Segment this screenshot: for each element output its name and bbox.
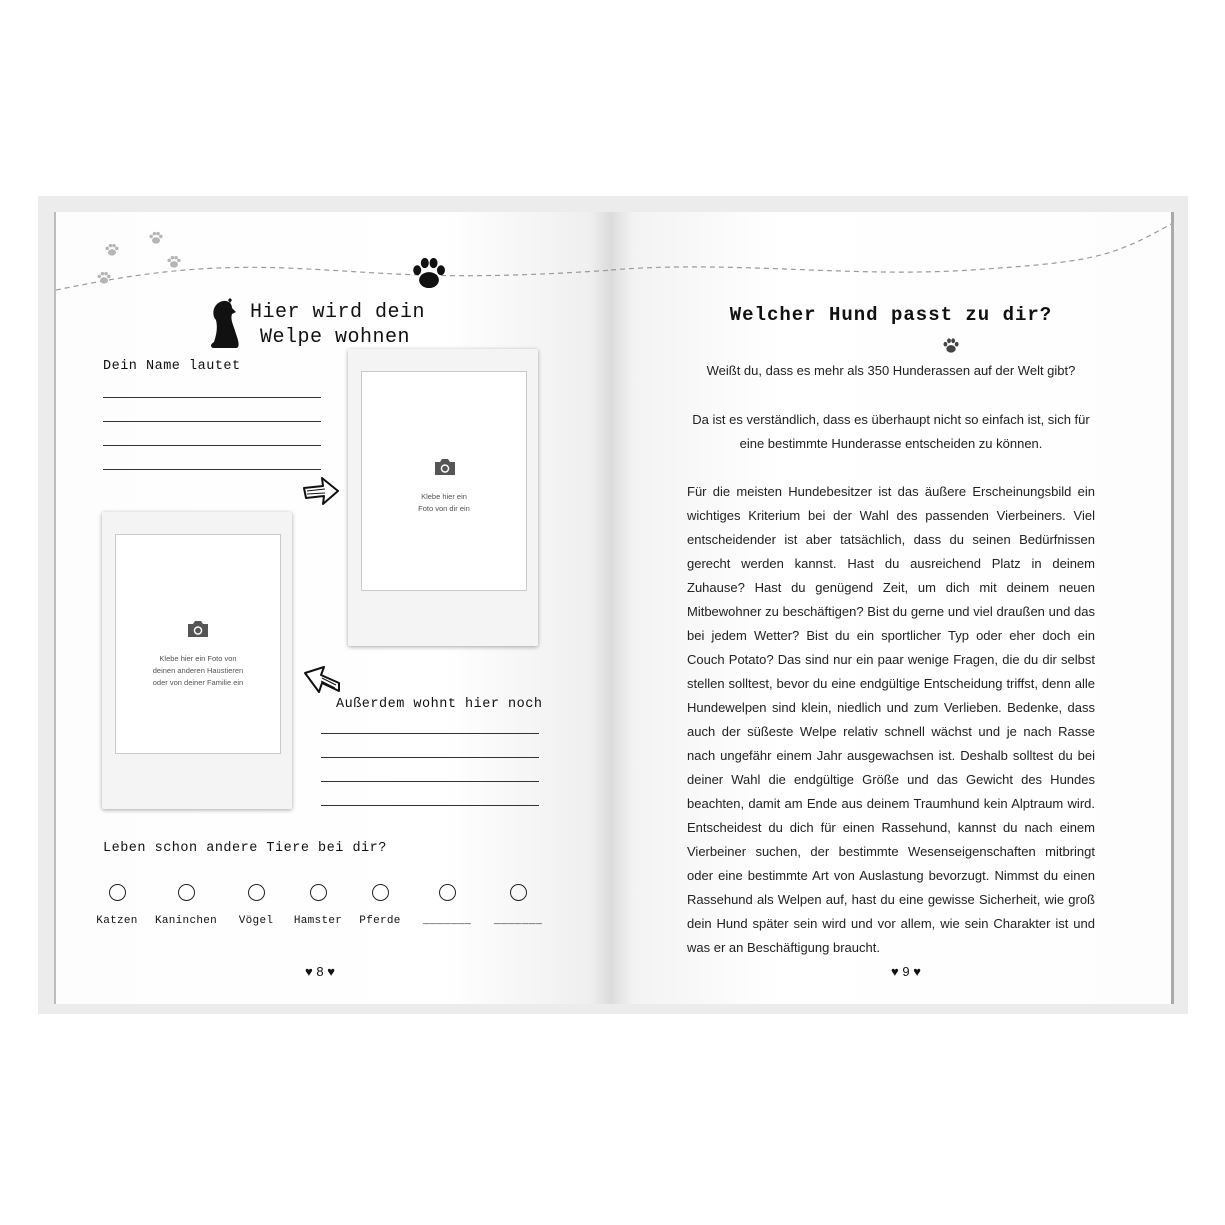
name-line[interactable]: [103, 421, 321, 422]
pet-option-label: Vögel: [238, 915, 274, 927]
right-page-title: Welcher Hund passt zu dir?: [729, 304, 1053, 326]
dog-silhouette-icon: [206, 298, 246, 350]
photo-pets-caption-line: deinen anderen Haustieren: [152, 666, 244, 675]
also-lives-label: Außerdem wohnt hier noch: [336, 697, 543, 712]
paragraph-2: Da ist es verständlich, dass es überhaupt nicht so einfach ist, sich für eine bestimmte Hunderasse entscheiden zu können.: [692, 412, 1090, 451]
pet-checkbox-other-2[interactable]: [510, 884, 527, 901]
photo-frame-pets[interactable]: [102, 512, 292, 809]
photo-pets-caption-line: Klebe hier ein Foto von: [159, 654, 237, 663]
paw-icon: [148, 230, 164, 246]
page-number-right: ♥ 9 ♥: [891, 964, 921, 979]
sketch-arrow-icon: [301, 474, 341, 508]
name-line[interactable]: [103, 445, 321, 446]
pet-checkbox-other-1[interactable]: [439, 884, 456, 901]
name-label: Dein Name lautet: [103, 359, 241, 374]
paragraph-3: Für die meisten Hundebesitzer ist das äußere Erscheinungsbild ein wichtiges Kriterium bei der Wahl des passenden Vierbeiners. Viel entscheidender ist aber tatsächlich, dass du seinen Bedürfnissen gerecht werden kannst. Hast du ausreichend Platz in deinem Zuhause? Hast du genügend Zeit, um dich mit deinem neuen Mitbewohner zu beschäftigen? Bist du gerne und viel draußen und das bei jedem Wetter? Bist du ein sportlicher Typ oder eher doch ein Couch Potato? Das sind nur ein paar wenige Fragen, die du dir selbst stellen solltest, bevor du eine endgültige Entscheidung triffst, denn alle Hundewelpen sind klein, niedlich und zum Verlieben. Bedenke, dass auch der süßeste Welpe relativ schnell wächst und je nach Rasse nach ungefähr einem Jahr ausgewachsen ist. Deshalb solltest du bei deiner Wahl die endgültige Größe und das Gewicht des Hundes beachten, damit am Ende aus deinem Traumhund kein Alptraum wird. Entscheidest du dich für einen Rassehund, kannst du nach einem Vierbeiner suchen, der bestimmte Wesenseigenschaften mitbringt oder eine bestimmte Art von Auslastung bevorzugt. Nimmst du einen Rassehund als Welpen auf, hast du eine gewisse Sicherheit, wie groß dein Hund später sein wird und vor allem, wie sein Charakter ist und was er an Beschäftigung braucht.: [687, 484, 1095, 955]
name-line[interactable]: [103, 469, 321, 470]
pet-option-label: _______: [422, 915, 472, 927]
also-lives-line[interactable]: [321, 781, 539, 782]
pet-checkbox-katzen[interactable]: [109, 884, 126, 901]
pet-checkbox-voegel[interactable]: [248, 884, 265, 901]
photo-self-caption-line: Klebe hier ein: [421, 492, 467, 501]
paw-icon: [410, 255, 448, 293]
right-page: [611, 212, 1174, 1004]
photo-area-pets[interactable]: [115, 534, 281, 754]
page-number-left: ♥ 8 ♥: [305, 964, 335, 979]
pet-option-label: Hamster: [293, 915, 343, 927]
pet-checkbox-pferde[interactable]: [372, 884, 389, 901]
photo-area-self[interactable]: [361, 371, 527, 591]
other-pets-question: Leben schon andere Tiere bei dir?: [103, 841, 387, 856]
left-page-title: [250, 300, 425, 350]
photo-pets-caption-line: oder von deiner Familie ein: [152, 678, 244, 687]
pet-checkbox-hamster[interactable]: [310, 884, 327, 901]
pet-option-label: Kaninchen: [154, 915, 218, 927]
photo-self-caption-line: Foto von dir ein: [418, 504, 470, 513]
paw-icon: [104, 242, 120, 258]
camera-icon: [433, 457, 457, 477]
paw-icon: [942, 337, 960, 355]
title-line-1: Hier wird dein: [250, 301, 426, 324]
paragraph-1: Weißt du, dass es mehr als 350 Hunderassen auf der Welt gibt?: [706, 363, 1076, 378]
pet-checkbox-kaninchen[interactable]: [178, 884, 195, 901]
sketch-arrow-icon: [302, 663, 342, 697]
pet-option-label: _______: [493, 915, 543, 927]
paw-icon: [166, 254, 182, 270]
also-lives-line[interactable]: [321, 733, 539, 734]
pet-option-label: Pferde: [359, 915, 401, 927]
photo-frame-self[interactable]: [348, 349, 538, 646]
paw-icon: [96, 270, 112, 286]
also-lives-line[interactable]: [321, 757, 539, 758]
left-page: [54, 212, 613, 1004]
name-line[interactable]: [103, 397, 321, 398]
pet-option-label: Katzen: [96, 915, 138, 927]
also-lives-line[interactable]: [321, 805, 539, 806]
camera-icon: [186, 619, 210, 639]
open-book: [38, 196, 1188, 1014]
title-line-2: Welpe wohnen: [260, 326, 411, 349]
